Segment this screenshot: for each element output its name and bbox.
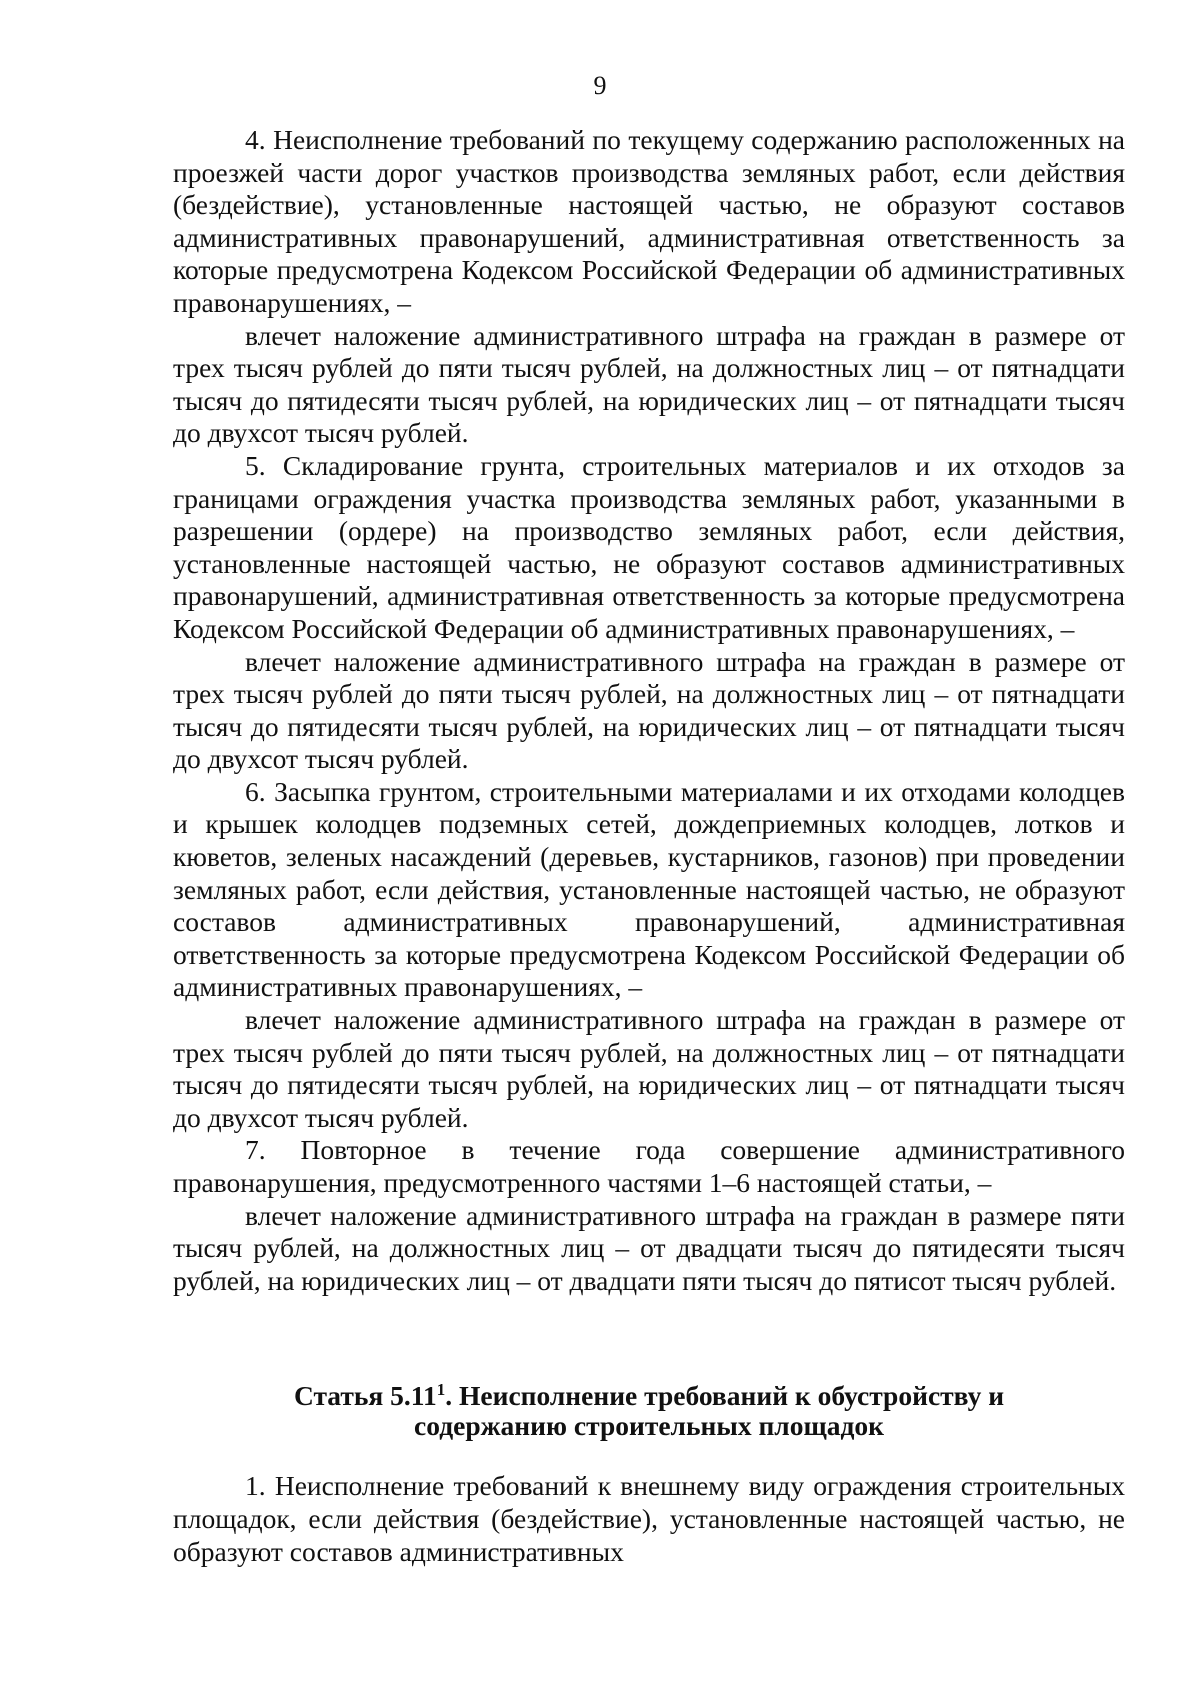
- article-body: [173, 1469, 1125, 1568]
- article-title-part-1: . Неисполнение требований к обустройству и: [445, 1380, 1005, 1411]
- article-heading-line-2: содержанию строительных площадок: [414, 1410, 884, 1441]
- document-body: [173, 124, 1125, 1297]
- paragraph-penalty-5: влечет наложение административного штрафа на граждан в размере от трех тысяч рублей до пяти тысяч рублей, на должностных лиц – от пятнадцати тысяч до пятидесяти тысяч рублей, на юридических лиц – от пятнадцати тысяч до двухсот тысяч рублей.: [173, 645, 1125, 775]
- paragraph-penalty-6: влечет наложение административного штрафа на граждан в размере от трех тысяч рублей до пяти тысяч рублей, на должностных лиц – от пятнадцати тысяч до пятидесяти тысяч рублей, на юридических лиц – от пятнадцати тысяч до двухсот тысяч рублей.: [173, 1004, 1125, 1133]
- article-heading: [173, 1381, 1125, 1441]
- paragraph-article-part-1: 1. Неисполнение требований к внешнему виду ограждения строительных площадок, если действия (бездействие), установленные настоящей частью, не образуют составов административных: [173, 1470, 1125, 1567]
- paragraph-penalty-7: влечет наложение административного штрафа на граждан в размере пяти тысяч рублей, на должностных лиц – от двадцати тысяч до пятидесяти тысяч рублей, на юридических лиц – от двадцати пяти тысяч до пятисот тысяч рублей.: [173, 1199, 1125, 1296]
- paragraph-part-5: 5. Складирование грунта, строительных материалов и их отходов за границами ограждения участка производства земляных работ, указанными в разрешении (ордере) на производство земляных работ, если действия, установленные настоящей частью, не образуют составов административных правонарушений, административная ответственность за которые предусмотрена Кодексом Российской Федерации об административных правонарушениях, –: [173, 449, 1125, 644]
- article-number-superscript: 1: [436, 1379, 446, 1399]
- paragraph-part-7: 7. Повторное в течение года совершение административного правонарушения, предусмотренного частями 1–6 настоящей статьи, –: [173, 1134, 1125, 1198]
- paragraph-penalty-4: влечет наложение административного штрафа на граждан в размере от трех тысяч рублей до пяти тысяч рублей, на должностных лиц – от пятнадцати тысяч до пятидесяти тысяч рублей, на юридических лиц – от пятнадцати тысяч до двухсот тысяч рублей.: [173, 319, 1125, 449]
- article-number: Статья 5.11: [293, 1380, 437, 1411]
- article-heading-line-1: [173, 1381, 1125, 1411]
- paragraph-part-4: 4. Неисполнение требований по текущему содержанию расположенных на проезжей части дорог участков производства земляных работ, если действия (бездействие), установленные настоящей частью, не образуют составов административных правонарушений, административная ответственность за которые предусмотрена Кодексом Российской Федерации об административных правонарушениях, –: [173, 124, 1125, 318]
- page-number: 9: [593, 71, 607, 100]
- paragraph-part-6: 6. Засыпка грунтом, строительными материалами и их отходами колодцев и крышек колодцев подземных сетей, дождеприемных колодцев, лотков и кюветов, зеленых насаждений (деревьев, кустарников, газонов) при проведении земляных работ, если действия, установленные настоящей частью, не образуют составов административных правонарушений, административная ответственность за которые предусмотрена Кодексом Российской Федерации об административных правонарушениях, –: [173, 775, 1125, 1003]
